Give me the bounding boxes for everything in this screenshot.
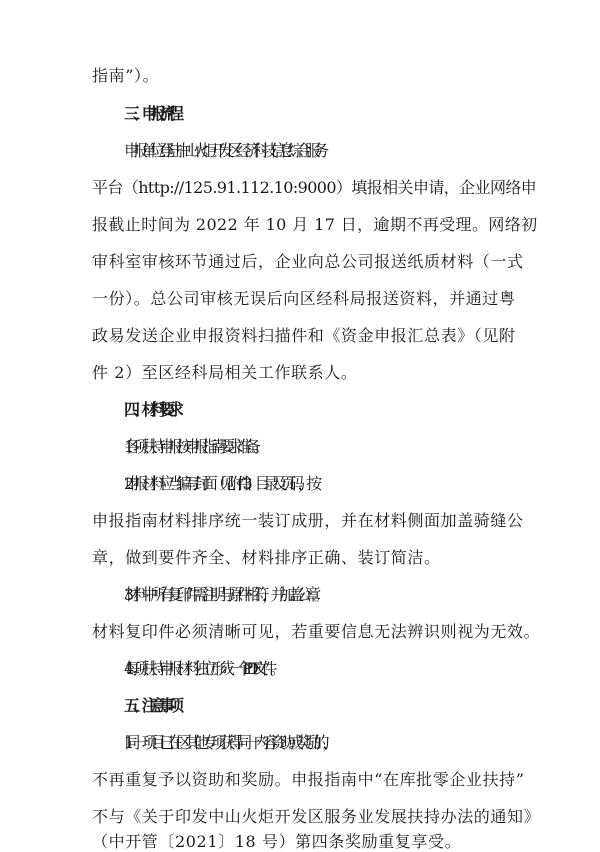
text-line: 件 2）至区经科局相关工作联系人。 [92,363,358,382]
section-heading-process: 三、申报流程 [124,104,177,123]
text-line: 章，做到要件齐全、材料排序正确、装订简洁。 [92,548,441,567]
text-line: （中开管〔2021〕18 号）第四条奖励重复享受。 [92,832,462,851]
text-line: 不再重复予以资助和奖励。申报指南中“在库批零企业扶持” [92,770,525,789]
section-heading-notes: 五、注意事项 [124,696,177,715]
text-line: 指南”）。 [92,66,160,85]
text-line: 平台（http://125.91.112.10:9000）填报相关申请，企业网络申 [92,178,537,197]
text-line: 一份）。总公司审核无误后向区经科局报送资料，并通过粤 [92,289,516,308]
text-line: 申报单位登陆中山火炬开发区经济科技信息综合服务 [124,141,322,160]
text-line: 报截止时间为 2022 年 10 月 17 日，逾期不再受理。网络初 [92,215,538,234]
text-line: 审科室审核环节通过后，企业向总公司报送纸质材料（一式 [92,252,524,271]
text-line: 不与《关于印发中山火炬开发区服务业发展扶持办法的通知》 [92,807,541,826]
text-line: 2.申报材料应当编写封面（见附件 3）、目录及页码，按 [124,474,315,493]
text-line: 1.各项扶持申报按申报指南要求准备。 [124,437,263,456]
text-line: 3.材料中所有复印件需注明与原件相符，并加盖公章。 [124,585,323,604]
text-line: 4.每项扶持申报材料独立形成一个 PDF 文件。 [124,659,279,678]
text-line: 材料复印件必须清晰可见，若重要信息无法辨识则视为无效。 [92,622,541,641]
text-line: 政易发送企业申报资料扫描件和《资金申报汇总表》（见附 [92,326,516,345]
section-heading-materials: 四、材料要求 [124,400,177,419]
text-line: 申报指南材料排序统一装订成册，并在材料侧面加盖骑缝公 [92,511,524,530]
text-line: 1.同一项目已在区其他专项获得同一内容资助或奖励的， [124,733,331,752]
